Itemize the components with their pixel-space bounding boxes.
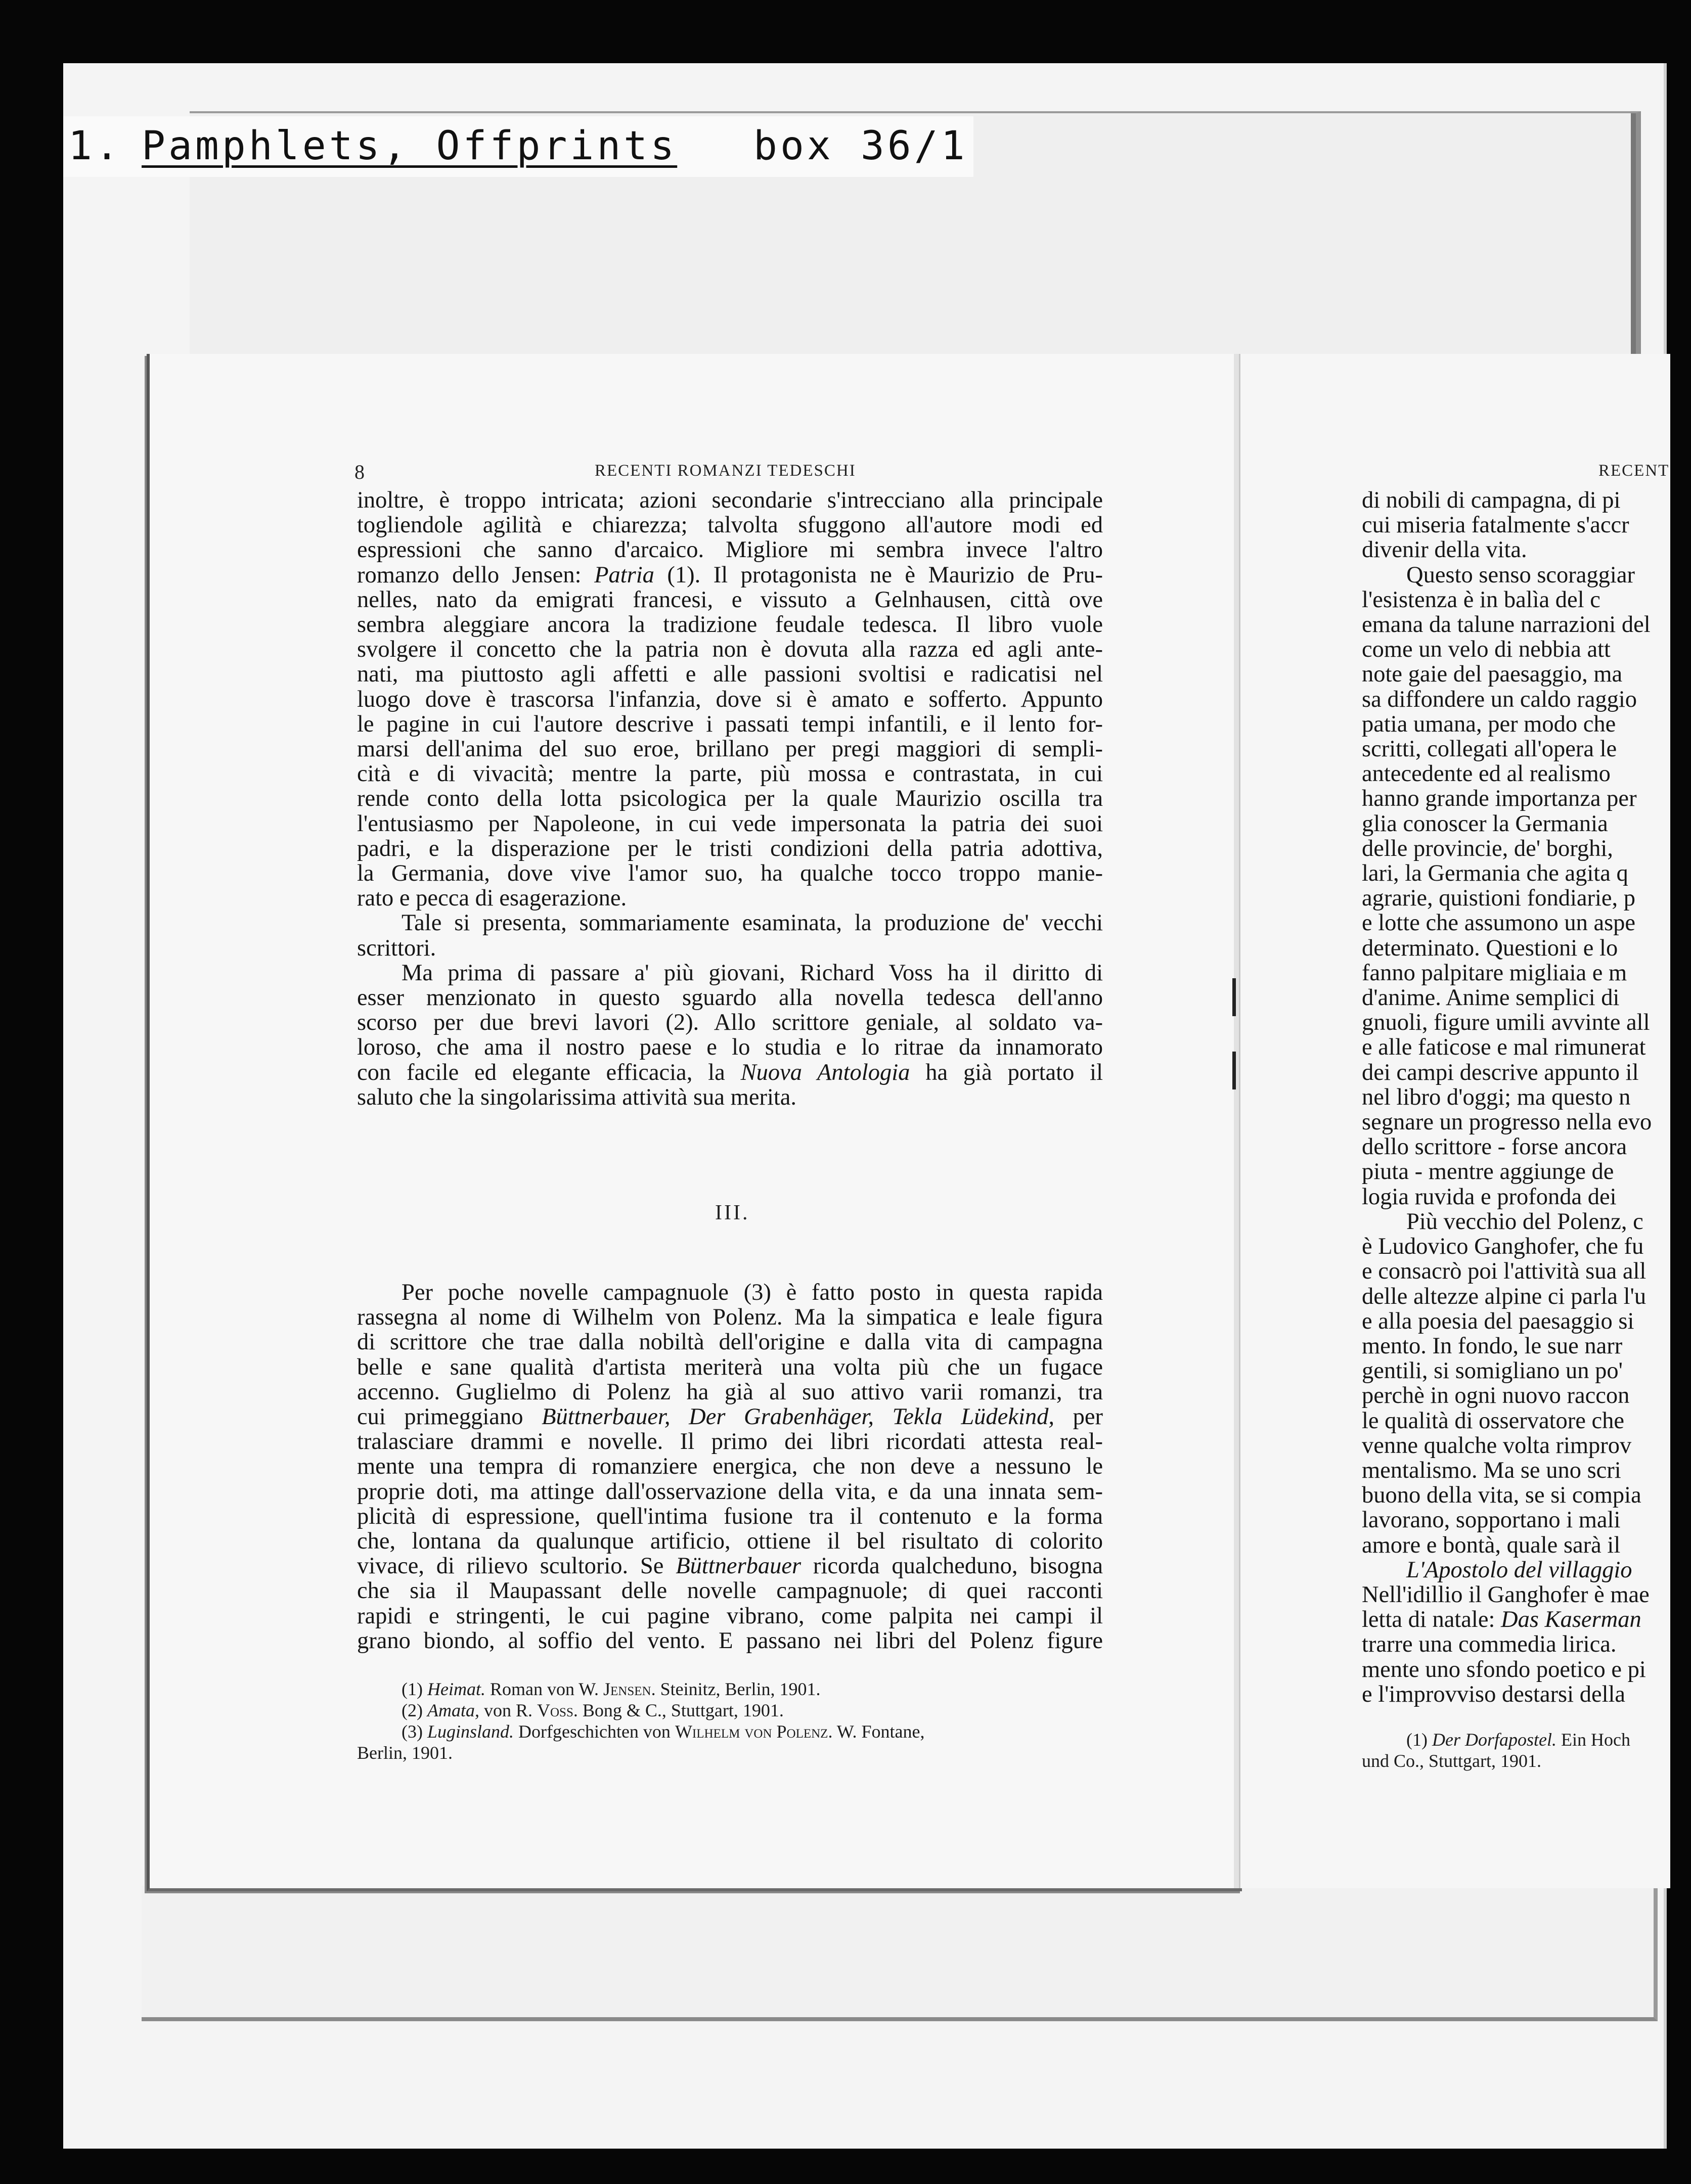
text-line: L'Apostolo del villaggio (1406, 1557, 1632, 1583)
text-line: mente uno sfondo poetico e pi (1362, 1656, 1646, 1682)
text-line: belle e sane qualità d'artista meriterà una volta più che un fugace (357, 1354, 1103, 1380)
text-line: Più vecchio del Polenz, c (1406, 1208, 1643, 1235)
text-run: vivace, di rilievo scultorio. Se (357, 1553, 676, 1579)
footnote-3 (357, 1721, 1103, 1742)
text-line: loroso, che ama il nostro paese e lo studia e lo ritrae da innamorato (357, 1034, 1103, 1061)
text-line: patia umana, per modo che (1362, 711, 1616, 737)
text-line: è Ludovico Ganghofer, che fu (1362, 1234, 1644, 1260)
italic-title: Büttnerbauer, Der Grabenhäger, Tekla Lüdekind, (542, 1404, 1055, 1430)
text-line: rapidi e stringenti, le cui pagine vibrano, come palpita nei campi il (357, 1603, 1103, 1629)
text-line: Tale si presenta, sommariamente esaminata, la produzione de' vecchi (402, 910, 1103, 936)
text-run: (1) (402, 1679, 427, 1699)
text-line: le qualità di osservatore che (1362, 1407, 1625, 1434)
text-line: e alla poesia del paesaggio si (1362, 1308, 1634, 1334)
text-line: plicità di espressione, quell'intima fusione tra il contenuto e la forma (357, 1503, 1103, 1529)
text-line: agrarie, quistioni fondiarie, p (1362, 885, 1636, 912)
text-line: gentili, si somigliano un po' (1362, 1358, 1623, 1384)
binding-mark (1232, 978, 1236, 1016)
text-line: proprie doti, ma attinge dall'osservazione della vita, e da una innata sem- (357, 1478, 1103, 1505)
text-line: nel libro d'oggi; ma questo n (1362, 1084, 1631, 1110)
text-line: mente una tempra di romanziere energica, che non deve a nessuno le (357, 1453, 1103, 1480)
text-run: Jensen (603, 1679, 651, 1699)
text-line: buono della vita, se si compia (1362, 1482, 1641, 1509)
left-page (147, 354, 1242, 1891)
text-run: per (1054, 1404, 1103, 1430)
text-line: l'esistenza è in balìa del c (1362, 586, 1600, 613)
text-line: nati, ma piuttosto agli affetti e alle passioni svoltisi e radicatisi nel (357, 661, 1103, 688)
text-line: saluto che la singolarissima attività sua merita. (357, 1084, 797, 1110)
text-line: glia conoscer la Germania (1362, 810, 1608, 837)
footnote-2 (357, 1700, 1103, 1721)
text-line: trarre una commedia lirica. (1362, 1631, 1617, 1658)
text-line: svolgere il concetto che la patria non è dovuta alla razza ed agli ante- (357, 636, 1103, 663)
italic-title: Büttnerbauer (676, 1553, 802, 1579)
text-line: amore e bontà, quale sarà il (1362, 1532, 1621, 1558)
text-line: accenno. Guglielmo di Polenz ha già al suo attivo varii romanzi, tra (357, 1379, 1103, 1405)
text-line: togliendole agilità e chiarezza; talvolta sfuggono all'autore modi ed (357, 512, 1103, 538)
text-line: scrittori. (357, 935, 436, 961)
text-line: sembra aleggiare ancora la tradizione feudale tedesca. Il libro vuole (357, 612, 1103, 638)
text-line: hanno grande importanza per (1362, 786, 1637, 812)
text-run: (2) (402, 1700, 427, 1720)
text-line: Per poche novelle campagnuole (3) è fatto posto in questa rapida (402, 1280, 1103, 1305)
box-label (63, 116, 973, 177)
text-line: mento. In fondo, le sue narr (1362, 1333, 1623, 1359)
text-line: cità e di vivacità; mentre la parte, più mossa e contrastata, in cui (357, 761, 1103, 787)
text-run: (1). Il protagonista ne è Maurizio de Pru- (654, 562, 1103, 588)
text-line: e alle faticose e mal rimunerat (1362, 1034, 1646, 1061)
text-line (1362, 1607, 1670, 1632)
text-line: di scrittore che trae dalla nobiltà dell'origine e dalla vita di campagna (357, 1329, 1103, 1355)
text-line: emana da talune narrazioni del (1362, 612, 1651, 638)
text-line: logia ruvida e profonda dei (1362, 1184, 1617, 1210)
text-line (357, 563, 1103, 587)
text-run: Dorfgeschichten von (514, 1721, 675, 1742)
text-run: ha già portato il (910, 1059, 1103, 1085)
text-line: segnare un progresso nella evo (1362, 1109, 1652, 1135)
text-run: von R. (479, 1700, 537, 1720)
page-number: 8 (354, 461, 366, 483)
italic-title: Patria (594, 562, 654, 588)
footnote-1-continuation: und Co., Stuttgart, 1901. (1362, 1751, 1542, 1771)
text-line: determinato. Questioni e lo (1362, 935, 1618, 961)
text-line: gnuoli, figure umili avvinte all (1362, 1010, 1650, 1036)
text-line: espressioni che sanno d'arcaico. Migliore mi sembra invece l'altro (357, 537, 1103, 563)
text-line: rassegna al nome di Wilhelm von Polenz. Ma la simpatica e leale figura (357, 1304, 1103, 1331)
running-head: RECENT (1598, 462, 1670, 480)
right-footnote (1362, 1729, 1670, 1771)
text-line: le pagine in cui l'autore descrive i passati tempi infantili, e il lento for- (357, 711, 1103, 737)
text-line: inoltre, è troppo intricata; azioni secondarie s'intrecciano alla principale (357, 487, 1103, 513)
text-line: rende conto della lotta psicologica per la quale Maurizio oscilla tra (357, 786, 1103, 812)
text-line: rato e pecca di esagerazione. (357, 885, 627, 912)
text-run: romanzo dello Jensen: (357, 562, 595, 588)
text-line: la Germania, dove vive l'amor suo, ha qualche tocco troppo manie- (357, 860, 1103, 887)
text-line: come un velo di nebbia att (1362, 636, 1611, 663)
left-body-text-section3 (357, 1280, 1103, 1653)
text-run: letta di natale: (1362, 1607, 1501, 1633)
text-line: tralasciare drammi e novelle. Il primo dei libri ricordati attesta real- (357, 1429, 1103, 1455)
text-line: venne qualche volta rimprov (1362, 1432, 1632, 1459)
text-run: Luginsland. (427, 1721, 514, 1742)
footnote-3-continuation: Berlin, 1901. (357, 1743, 453, 1763)
text-run: cui primeggiano (357, 1404, 542, 1430)
text-line: lari, la Germania che agita q (1362, 860, 1628, 887)
text-line: marsi dell'anima del suo eroe, brillano per pregi maggiori di sempli- (357, 736, 1103, 762)
text-line (357, 1060, 1103, 1085)
text-run: (3) (402, 1721, 427, 1742)
section-heading: III. (715, 1201, 750, 1224)
lower-sheet (142, 1886, 1658, 2021)
text-line: fanno palpitare migliaia e m (1362, 960, 1627, 986)
footnotes (357, 1678, 1103, 1763)
label-number: 1. (68, 123, 122, 169)
text-run: Ein Hoch (1556, 1730, 1630, 1750)
footnote-1 (1362, 1729, 1670, 1750)
text-line (357, 1554, 1103, 1578)
text-run: (1) (1406, 1730, 1432, 1750)
label-box-number: box 36/1 (753, 123, 968, 169)
text-line: dello scrittore - forse ancora (1362, 1134, 1627, 1160)
text-run: Voss (537, 1700, 573, 1720)
text-run: con facile ed elegante efficacia, la (357, 1059, 741, 1085)
text-line: d'anime. Anime semplici di (1362, 985, 1620, 1011)
text-line: piuta - mentre aggiunge de (1362, 1159, 1614, 1185)
text-line: luogo dove è trascorsa l'infanzia, dove si è amato e sofferto. Appunto (357, 686, 1103, 712)
text-line: e l'improvviso destarsi della (1362, 1681, 1626, 1707)
italic-title: Das Kaserman (1501, 1607, 1641, 1633)
text-line: note gaie del paesaggio, ma (1362, 661, 1623, 688)
text-line: grano biondo, al soffio del vento. E passano nei libri del Polenz figure (357, 1627, 1103, 1654)
running-head: RECENTI ROMANZI TEDESCHI (595, 462, 856, 480)
text-line: delle provincie, de' borghi, (1362, 835, 1613, 861)
text-line: e lotte che assumono un aspe (1362, 910, 1636, 936)
text-line: di nobili di campagna, di pi (1362, 487, 1621, 513)
binding-mark (1232, 1052, 1236, 1089)
text-line: che, lontana da qualunque artificio, ottiene il bel risultato di colorito (357, 1528, 1103, 1555)
text-line: Nell'idillio il Ganghofer è mae (1362, 1581, 1650, 1608)
italic-title: Nuova Antologia (740, 1059, 910, 1085)
left-body-text (357, 488, 1103, 1110)
text-line: l'entusiasmo per Napoleone, in cui vede impersonata la patria dei suoi (357, 810, 1103, 837)
text-line: Ma prima di passare a' più giovani, Richard Voss ha il diritto di (402, 960, 1103, 986)
text-run: . Bong & C., Stuttgart, 1901. (573, 1700, 784, 1720)
footnote-1 (357, 1678, 1103, 1700)
text-line: e consacrò poi l'attività sua all (1362, 1258, 1647, 1285)
text-line: padri, e la disperazione per le tristi condizioni della patria adottiva, (357, 835, 1103, 861)
right-page (1239, 354, 1670, 1888)
right-body-text (1362, 487, 1670, 1707)
label-title: Pamphlets, Offprints (142, 123, 678, 169)
text-line: antecedente ed al realismo (1362, 761, 1611, 787)
text-line: dei campi descrive appunto il (1362, 1059, 1639, 1085)
text-run: Heimat. (427, 1679, 485, 1699)
text-line: esser menzionato in questo sguardo alla novella tedesca dell'anno (357, 985, 1103, 1011)
text-run: . W. Fontane, (828, 1721, 925, 1742)
text-line: lavorano, sopportano i mali (1362, 1507, 1621, 1533)
text-line: che sia il Maupassant delle novelle campagnuole; di quei racconti (357, 1578, 1103, 1604)
text-run: . Steinitz, Berlin, 1901. (651, 1679, 821, 1699)
text-run: Amata, (427, 1700, 479, 1720)
text-line: perchè in ogni nuovo raccon (1362, 1383, 1630, 1409)
text-run: ricorda qualcheduno, bisogna (801, 1553, 1103, 1579)
text-line: delle altezze alpine ci parla l'u (1362, 1283, 1647, 1309)
text-line: scorso per due brevi lavori (2). Allo scrittore geniale, al soldato va- (357, 1010, 1103, 1036)
text-run: Der Dorfapostel. (1432, 1730, 1556, 1750)
text-line: scritti, collegati all'opera le (1362, 736, 1617, 762)
text-line: divenir della vita. (1362, 537, 1527, 563)
text-run: Roman von W. (485, 1679, 603, 1699)
text-line: nelles, nato da emigrati francesi, e vissuto a Gelnhausen, città ove (357, 586, 1103, 613)
text-run: Wilhelm von Polenz (675, 1721, 828, 1742)
text-line: Questo senso scoraggiar (1406, 562, 1635, 588)
text-line (357, 1404, 1103, 1429)
text-line: sa diffondere un caldo raggio (1362, 686, 1637, 712)
text-line: mentalismo. Ma se uno scri (1362, 1457, 1621, 1483)
text-line: cui miseria fatalmente s'accr (1362, 512, 1629, 538)
